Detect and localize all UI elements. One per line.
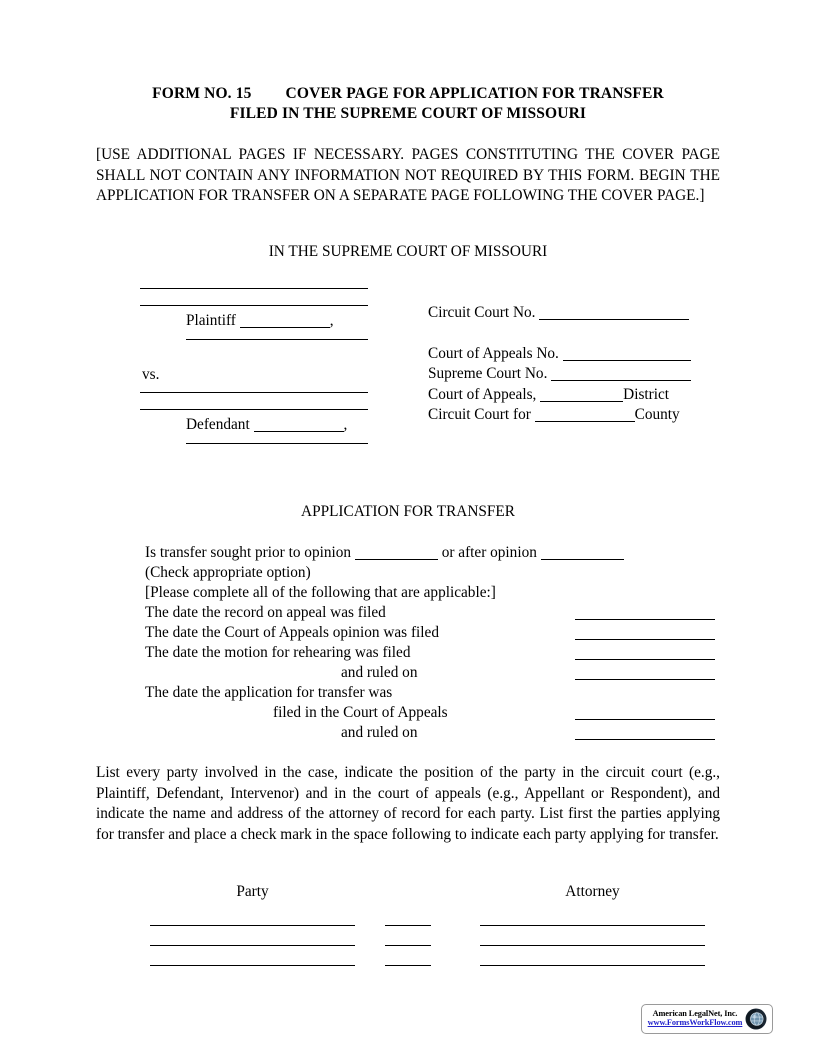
globe-icon <box>744 1007 768 1031</box>
instructions-paragraph: [USE ADDITIONAL PAGES IF NECESSARY. PAGES CONSTITUTING THE COVER PAGE SHALL NOT CONTAIN ANY INFORMATION NOT REQUIRED BY THIS FORM. BEGIN THE APPLICATION FOR TRANSFER ON A SEPARATE PAGE FOLLOWING THE COVER PAGE.] <box>96 146 720 205</box>
defendant-comma: , <box>343 416 348 433</box>
circuit-court-county-label: Circuit Court for <box>428 406 531 423</box>
court-heading: IN THE SUPREME COURT OF MISSOURI <box>268 243 548 260</box>
attorney-blank[interactable] <box>480 965 705 966</box>
court-of-appeals-district-label: Court of Appeals, <box>428 385 537 403</box>
defendant-blank[interactable] <box>254 431 344 432</box>
date-row-blank[interactable] <box>575 719 715 720</box>
plaintiff-label: Plaintiff <box>186 312 236 329</box>
date-row-blank[interactable] <box>575 619 715 620</box>
caption-right-column <box>428 303 720 426</box>
transfer-sought-middle: or after opinion <box>441 544 537 561</box>
date-row-label: filed in the Court of Appeals <box>273 704 448 721</box>
date-row-label: The date the Court of Appeals opinion was filed <box>145 624 439 641</box>
table-row <box>0 910 816 930</box>
check-mark-blank[interactable] <box>385 965 431 966</box>
after-opinion-blank[interactable] <box>541 559 624 560</box>
form-title-line-1 <box>96 84 720 104</box>
party-attorney-headers <box>0 883 816 903</box>
circuit-court-county-row <box>428 405 720 426</box>
check-mark-blank[interactable] <box>385 945 431 946</box>
supreme-court-no-label: Supreme Court No. <box>428 365 548 382</box>
court-of-appeals-no-blank[interactable] <box>563 360 691 361</box>
date-row-blank[interactable] <box>575 659 715 660</box>
court-of-appeals-district-blank[interactable] <box>540 401 623 402</box>
date-row <box>145 603 720 623</box>
date-row <box>145 643 720 663</box>
plaintiff-blank[interactable] <box>240 327 330 328</box>
complete-applicable-note: [Please complete all of the following that are applicable:] <box>145 584 496 602</box>
transfer-sought-row <box>145 543 720 563</box>
case-caption <box>140 288 720 493</box>
date-row <box>145 663 720 683</box>
plaintiff-row <box>186 312 380 330</box>
date-row-label: and ruled on <box>341 724 418 741</box>
form-title-text: COVER PAGE FOR APPLICATION FOR TRANSFER <box>285 85 664 102</box>
date-row <box>145 723 720 743</box>
stamp-url[interactable]: www.FormsWorkFlow.com <box>647 1018 743 1027</box>
party-blank[interactable] <box>150 965 355 966</box>
date-row-label: The date the motion for rehearing was filed <box>145 644 411 661</box>
date-row <box>145 683 720 703</box>
stamp-text-group <box>646 1010 744 1027</box>
defendant-label: Defendant <box>186 416 250 433</box>
circuit-court-no-row <box>428 303 720 324</box>
date-row-blank[interactable] <box>575 679 715 680</box>
plaintiff-comma: , <box>329 312 334 329</box>
court-of-appeals-district-row <box>428 385 720 406</box>
circuit-court-county-blank[interactable] <box>535 421 635 422</box>
county-suffix: County <box>634 406 680 423</box>
caption-left-column <box>140 288 380 444</box>
date-row <box>145 703 720 723</box>
transfer-question-block <box>145 543 720 603</box>
attorney-blank[interactable] <box>480 925 705 926</box>
date-row-blank[interactable] <box>575 639 715 640</box>
date-row-label: and ruled on <box>341 664 418 681</box>
date-row-blank[interactable] <box>575 739 715 740</box>
circuit-court-no-label: Circuit Court No. <box>428 304 536 321</box>
party-blank[interactable] <box>150 945 355 946</box>
defendant-row <box>186 416 380 434</box>
party-blank[interactable] <box>150 925 355 926</box>
defendant-name-line-3[interactable] <box>186 443 368 444</box>
table-row <box>0 930 816 950</box>
party-instructions-paragraph: List every party involved in the case, indicate the position of the party in the circuit court (e.g., Plaintiff, Defendant, Intervenor) and in the court of appeals (e.g., Appellant or Respondent), and indicate the name and address of the attorney of record for each party. List first the parties applying for transfer and place a check mark in the space following to indicate each party applying for transfer. <box>96 764 720 843</box>
circuit-court-no-blank[interactable] <box>539 319 689 320</box>
date-row-label: The date the application for transfer was <box>145 684 393 701</box>
form-title-line-2: FILED IN THE SUPREME COURT OF MISSOURI <box>229 105 587 122</box>
date-row-label: The date the record on appeal was filed <box>145 604 386 621</box>
party-column-header: Party <box>236 883 269 900</box>
prior-to-opinion-blank[interactable] <box>355 559 438 560</box>
application-heading: APPLICATION FOR TRANSFER <box>301 503 515 520</box>
legalnet-footer-stamp <box>641 1004 773 1034</box>
form-number: FORM NO. 15 <box>152 85 252 102</box>
date-row <box>145 623 720 643</box>
party-attorney-rows <box>0 910 816 970</box>
stamp-company-name: American LegalNet, Inc. <box>652 1010 738 1019</box>
court-of-appeals-no-row <box>428 344 720 365</box>
court-of-appeals-no-label: Court of Appeals No. <box>428 344 559 362</box>
district-suffix: District <box>623 385 670 403</box>
supreme-court-no-blank[interactable] <box>551 380 691 381</box>
attorney-column-header: Attorney <box>565 883 620 900</box>
form-title <box>96 84 720 124</box>
check-mark-blank[interactable] <box>385 925 431 926</box>
supreme-court-no-row <box>428 364 720 385</box>
table-row <box>0 950 816 970</box>
date-fields-block <box>145 603 720 743</box>
transfer-sought-prefix: Is transfer sought prior to opinion <box>145 544 352 561</box>
attorney-blank[interactable] <box>480 945 705 946</box>
check-option-note: (Check appropriate option) <box>145 564 311 582</box>
versus-label: vs. <box>142 366 160 383</box>
